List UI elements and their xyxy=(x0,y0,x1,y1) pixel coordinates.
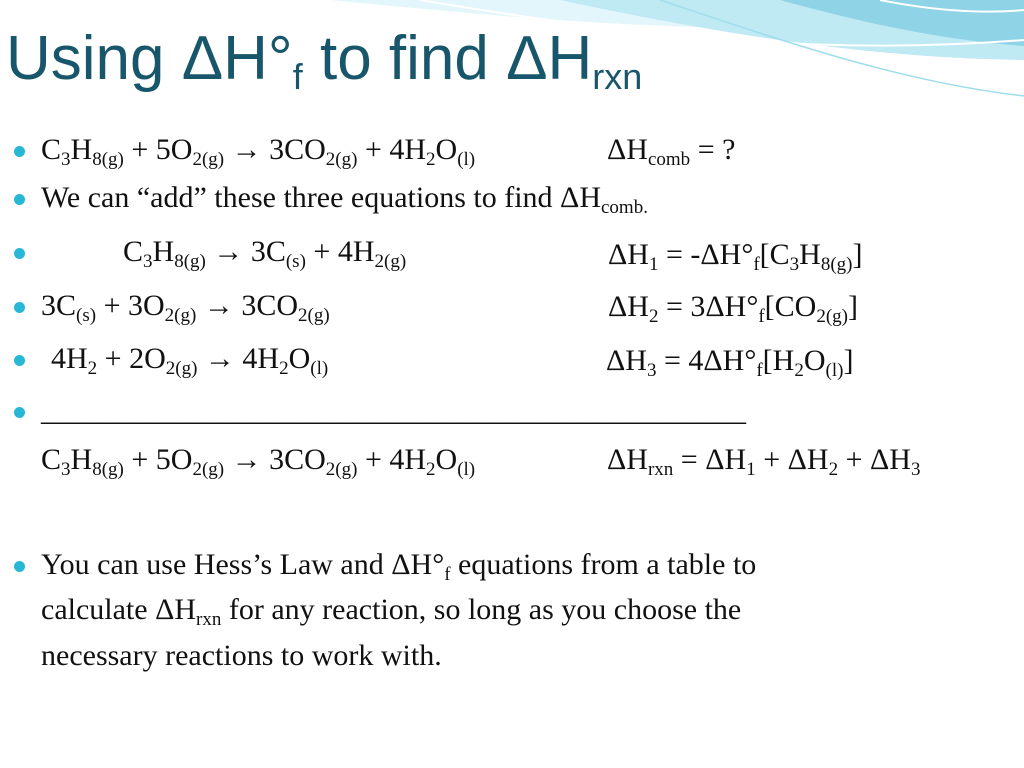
hess-law-text-line-2: calculate $\Delta H_{rxn}$ for any reaction, so long as you choose the xyxy=(41,593,742,630)
separator-underline: _______________________________________________ xyxy=(41,394,746,427)
combustion-enthalpy: $\Delta H_{comb}$ = ? xyxy=(607,133,736,170)
bullet-icon xyxy=(14,302,25,313)
combustion-equation: $C_3H_{8(g)} + 5O_{2(g)} \to 3CO_{2(g)} + 4H_2O_{(l)}$ xyxy=(41,133,476,170)
hess-law-text-line-3: necessary reactions to work with. xyxy=(41,639,442,672)
equation-1: $C_3H_{8(g)} \to 3C_{(s)} + 4H_{2(g)}$ xyxy=(123,235,407,272)
bullet-icon xyxy=(14,194,25,205)
add-equations-text: We can “add” these three equations to find $\Delta H_{comb.}$ xyxy=(41,181,648,218)
hess-law-text-line-1: You can use Hess’s Law and $\Delta H^\circ_f$ equations from a table to xyxy=(41,548,757,585)
delta-h-1: $\Delta H_1 = -\Delta H^\circ_f[C_3H_{8(g)}]$ xyxy=(608,238,863,275)
equation-2: $3C_{(s)} + 3O_{2(g)} \to 3CO_{2(g)}$ xyxy=(41,289,330,326)
bullet-icon xyxy=(14,561,25,572)
delta-h-2: $\Delta H_2 = 3\Delta H^\circ_f[CO_{2(g)}]$ xyxy=(608,290,858,327)
sum-equation: $C_3H_{8(g)} + 5O_{2(g)} \to 3CO_{2(g)} + 4H_2O_{(l)}$ xyxy=(41,443,476,480)
bullet-icon xyxy=(14,146,25,157)
slide-title: Using $\Delta H^\circ_f$ to find $\Delta H_{rxn}$ xyxy=(6,24,643,97)
bullet-icon xyxy=(14,248,25,259)
bullet-icon xyxy=(14,407,25,418)
equation-3: $4H_2 + 2O_{2(g)} \to 4H_2O_{(l)}$ xyxy=(51,342,329,379)
delta-h-3: $\Delta H_3 = 4\Delta H^\circ_f[H_2O_{(l)}]$ xyxy=(606,344,854,381)
delta-h-rxn-sum: $\Delta H_{rxn} = \Delta H_1 + \Delta H_2 + \Delta H_3$ xyxy=(607,443,921,480)
bullet-icon xyxy=(14,355,25,366)
